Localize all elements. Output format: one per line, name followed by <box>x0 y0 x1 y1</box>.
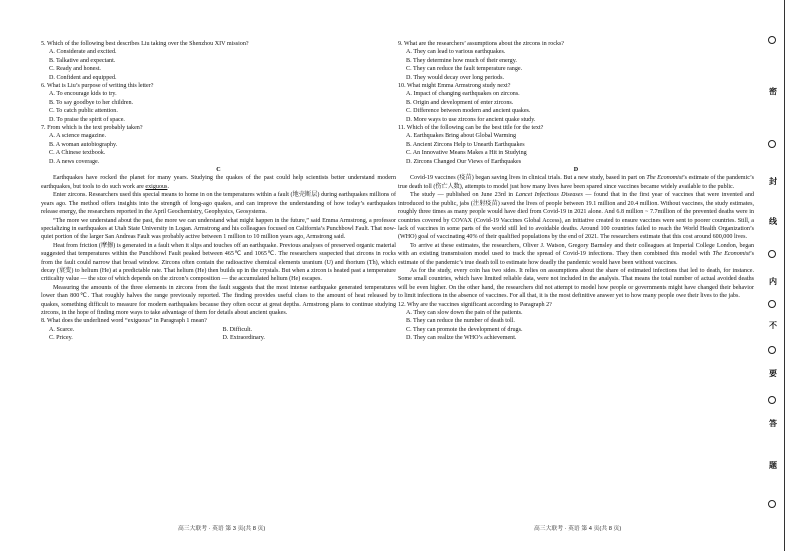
binding-circle <box>768 250 776 258</box>
p1-text-after: . <box>167 183 169 190</box>
d-p2-text-b: — found that in the first year of vaccines that were invented and introduced to the public, jabs (注射疫苗) saved the lives of people between 19.1 million and 20.4 million. Without vaccines, the study estimates, roughly three times as many people would have died from Covid-19 in 2021 alone. And 6.8 million ~ 7.7million of the prevented deaths were in countries covered by COVAX (Covid-19 Vaccines Global Access), an initiative created to ensure vaccines were sent to poorer countries. Still, a lack of vaccines in some parts of the world still led to avoidable deaths. Around 100 countries failed to reach the World Health Organization’s (WHO) goal of vaccinating 40% of their qualified populations by the end of 2021. The researchers estimate that this cost around 600,000 lives. <box>398 192 754 241</box>
p1-text-before: Earthquakes have rocked the planet for many years. Studying the quakes of the past could help scientists better understand modern earthquakes, but tools to do such work are <box>41 175 396 190</box>
question-5-option-c: C. Ready and honest. <box>49 66 101 73</box>
question-7-stem: 7. From which is the text probably taken? <box>41 125 143 132</box>
question-11-option-b: B. Ancient Zircons Help to Unearth Earthquakes <box>406 141 525 148</box>
d-p1-text-b: ’s estimate of the pandemic’s true death toll (伤亡人数), attempts to model just how many lives have been spared since vaccines became widely available to the public. <box>398 175 754 190</box>
question-11-stem: 11. Which of the following can be the best title for the text? <box>398 125 544 132</box>
question-9-option-c: C. They can reduce the fault temperature range. <box>406 66 523 73</box>
question-9-option-b: B. They determine how much of their energy. <box>406 57 517 64</box>
question-6-option-a: A. To encourage kids to try. <box>49 91 117 98</box>
question-11-option-a: A. Earthquakes Bring about Global Warming <box>406 133 517 140</box>
margin-char-7: 答 <box>769 419 777 428</box>
question-7-option-b: B. A woman autobiography. <box>49 141 118 148</box>
d-p2-text-a: The study — published on June 23rd in <box>410 192 516 199</box>
binding-line <box>784 0 785 551</box>
d-p3-italic-economist: The Economist <box>712 251 750 258</box>
question-5-option-a: A. Considerate and excited. <box>49 49 117 56</box>
question-10-option-d: D. More ways to use zircons for ancient quake study. <box>406 116 536 123</box>
passage-d-paragraph-4: As for the study, every coin has two sides. It relies on assumptions about the share of estimated infections that led to death, for instance. Some small countries, which have limited reliable data, were not included in the analysis. That means the total number of actual avoided deaths will be even higher. On the other hand, the researchers did not attempt to model how people or governments might have changed their behavior to limit infections in the absence of vaccines. For all that, it is the most definitive answer yet to how many people owe their lives to the jabs. <box>398 267 754 300</box>
margin-char-6: 要 <box>769 369 777 378</box>
passage-c-paragraph-2: Enter zircons. Researchers used this special means to home in on the temperatures within a fault (地壳断层) during earthquakes millions of years ago. The method offers insights into the strength of long-ago quakes, and can improve the understanding of how today’s earthquakes release energy, the researchers reported in the April Geochemistry, Geophysics, Geosystems. <box>41 192 396 216</box>
question-12-option-c: C. They can promote the development of drugs. <box>406 326 523 333</box>
question-12-option-d: D. They can realize the WHO’s achievement. <box>406 335 517 342</box>
d-p1-text-a: Covid-19 vaccines (疫苗) began saving lives in clinical trials. But a new study, based in part on <box>410 175 647 182</box>
section-c-label: C <box>216 167 221 174</box>
passage-c-paragraph-5: Measuring the amounts of the three elements in zircons from the fault suggests that the most intense earthquake generated temperatures lower than 800℃. That roughly halves the range previously reported. The finding provides useful clues to the amount of heat released by quakes, something difficult to measure for modern earthquakes because they often occur at great depths. Armstrong plans to continue studying zircons, in the hope of finding more ways to take advantage of them for details about ancient quakes. <box>41 284 396 316</box>
question-7-option-a: A. A science magazine. <box>49 133 107 140</box>
question-6-stem: 6. What is Liu’s purpose of writing this letter? <box>41 83 154 90</box>
question-9-option-d: D. They would decay over long periods. <box>406 74 505 81</box>
passage-c-paragraph-1 <box>41 174 396 191</box>
question-10-option-a: A. Impact of changing earthquakes on zircons. <box>406 91 520 98</box>
d-p3-text-b: ’s estimate of the pandemic’s true death toll to estimate how deadly the pandemic would have been without vaccines. <box>398 251 754 266</box>
question-10-option-c: C. Difference between modern and ancient quakes. <box>406 108 531 115</box>
question-12-stem: 12. Why are the vaccines significant according to Paragraph 2? <box>398 301 552 308</box>
d-p3-text-a: To arrive at these estimates, the researchers, Oliver J. Watson, Gregory Barnsley and their colleagues at Imperial College London, began with an existing transmission model used to track the spread of Covid-19 infections. They then combined this model with <box>398 242 754 258</box>
question-8-options-row-1 <box>41 326 396 334</box>
margin-char-3: 线 <box>769 217 777 226</box>
binding-circle <box>768 36 776 44</box>
underlined-word-exiguous: exiguous <box>145 183 168 190</box>
question-7-option-d: D. A news coverage. <box>49 158 100 165</box>
question-9-option-a: A. They can lead to various earthquakes. <box>406 49 506 56</box>
d-p1-italic-economist: The Economist <box>646 175 683 182</box>
margin-char-8: 题 <box>769 461 777 470</box>
question-9-stem: 9. What are the researchers’ assumptions about the zircons in rocks? <box>398 41 565 47</box>
binding-circle <box>768 300 776 308</box>
binding-circle <box>768 500 776 508</box>
question-8-option-a: A. Scarce. <box>49 326 75 333</box>
question-5-stem: 5. Which of the following best describes Liu taking over the Shenzhou XIV mission? <box>41 41 249 47</box>
question-7-option-c: C. A Chinese textbook. <box>49 150 106 157</box>
question-10-option-b: B. Origin and development of enter zircons. <box>406 99 514 106</box>
question-6-option-c: C. To catch public attention. <box>49 108 118 115</box>
binding-margin <box>764 0 794 551</box>
binding-circle <box>768 140 776 148</box>
left-column <box>41 40 396 343</box>
margin-char-1: 密 <box>769 87 777 96</box>
question-6-option-d: D. To praise the spirit of space. <box>49 116 125 123</box>
question-5-option-d: D. Confident and equipped. <box>49 74 117 81</box>
question-10-stem: 10. What might Emma Armstrong study next? <box>398 83 511 90</box>
question-8-option-d: D. Extraordinary. <box>222 335 265 342</box>
d-p2-italic-lancet: Lancet Infectious Diseases <box>515 192 583 199</box>
right-column <box>398 40 754 343</box>
binding-circle <box>768 396 776 404</box>
question-8-stem: 8. What does the underlined word “exiguous” in Paragraph 1 mean? <box>41 318 207 325</box>
question-8-options-row-2 <box>41 334 396 342</box>
question-5-option-b: B. Talkative and expectant. <box>49 57 116 64</box>
question-12-option-a: A. They can slow down the pain of the patients. <box>406 309 523 316</box>
question-11-option-d: D. Zircons Changed Our Views of Earthquakes <box>406 158 522 165</box>
margin-char-4: 内 <box>769 277 777 286</box>
page-footer-right: 高三大联考 · 英语 第 4 页(共 8 页) <box>534 526 622 532</box>
passage-d-paragraph-3 <box>398 242 754 267</box>
binding-circle <box>768 346 776 354</box>
question-11-option-c: C. An Innovative Means Makes a Hit in Studying <box>406 150 527 157</box>
question-12-option-b: B. They can reduce the number of death toll. <box>406 318 515 325</box>
question-8-option-b: B. Difficult. <box>222 326 253 333</box>
passage-c-paragraph-3: “The more we understand about the past, the more we can understand what might happen in the future,” said Emma Armstrong, a professor specializing in earthquakes at Utah State University in Logan. Armstrong and his colleagues focused on California’s Punchbowl Fault. That now-quiet portion of the larger San Andreas Fault was probably active between 1 million to 10 million years ago, Armstrong said. <box>41 217 396 241</box>
margin-char-5: 不 <box>769 321 777 330</box>
question-8-option-c: C. Pricey. <box>49 335 73 342</box>
question-6-option-b: B. To say goodbye to her children. <box>49 99 134 106</box>
section-d-label: D <box>573 167 579 174</box>
passage-c-paragraph-4: Heat from friction (摩擦) is generated in a fault when it slips and touches off an earthquake. Previous analyses of preserved organic material suggested that temperatures within the Punchbowl Fault peaked between 465℃ and 1065℃. The researchers suspected that zircons in rocks from the fault could narrow that broad window. Zircons often contain the radioactive chemical elements uranium (U) and thorium (Th), which decay (衰变) to helium (He) at a predictable rate. That helium (He) then builds up in the crystals. But when a zircon is heated past a temperature criticality value — the size of which depends on the zircon’s composition — the accumulated helium (He) escapes. <box>41 242 396 283</box>
margin-char-2: 封 <box>769 177 777 186</box>
passage-d-paragraph-2 <box>398 191 754 241</box>
page-footer-left: 高三大联考 · 英语 第 3 页(共 8 页) <box>178 526 266 532</box>
passage-d-paragraph-1 <box>398 174 754 191</box>
